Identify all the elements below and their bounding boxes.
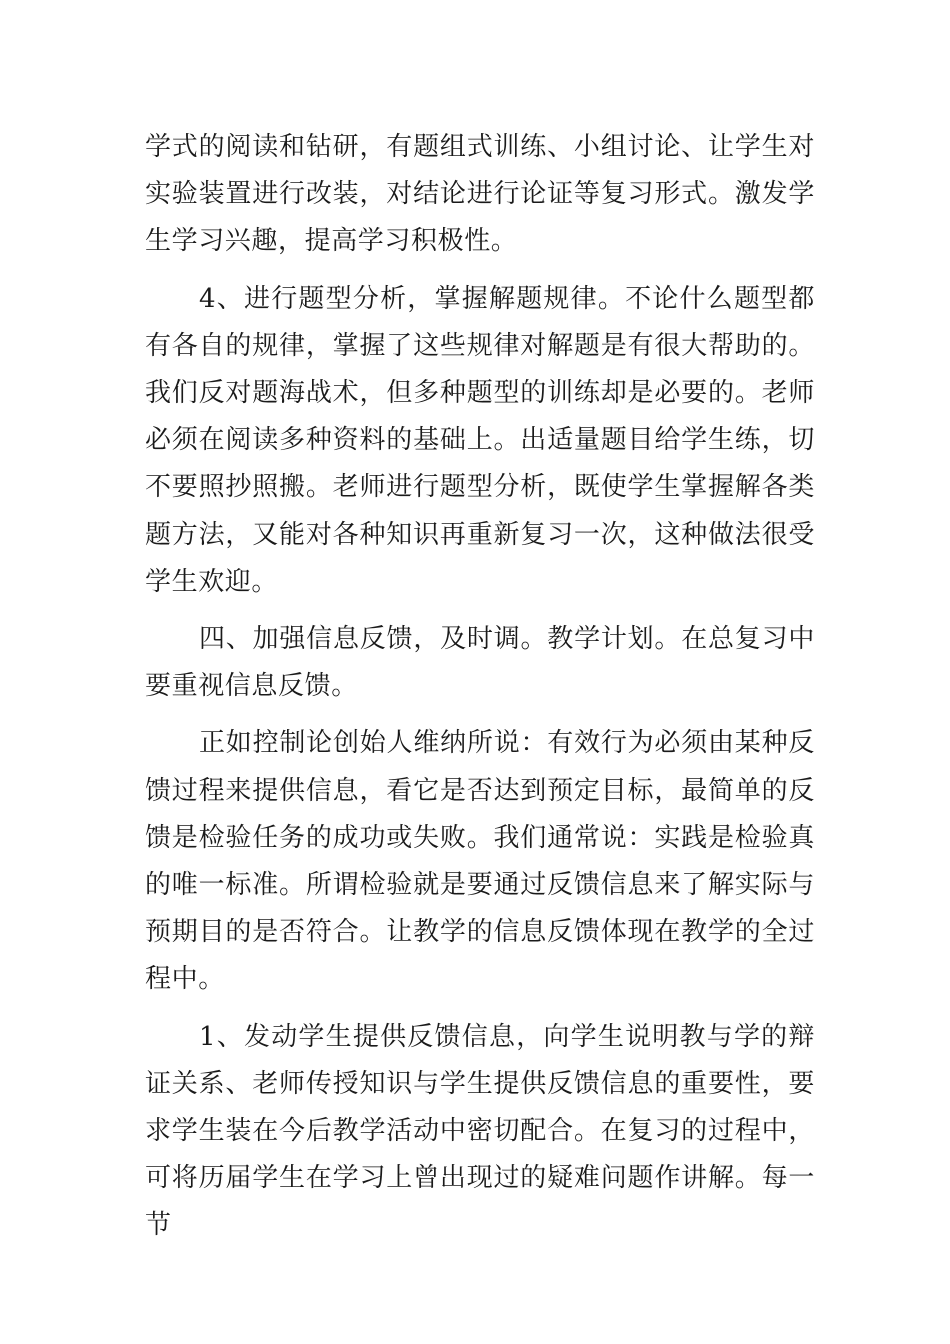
document-body bbox=[145, 124, 815, 1260]
paragraph-section-four-heading: 四、加强信息反馈，及时调。教学计划。在总复习中要重视信息反馈。 bbox=[145, 624, 815, 702]
paragraph-student-feedback: 1、发动学生提供反馈信息，向学生说明教与学的辩证关系、老师传授知识与学生提供反馈信息的重要性，要求学生装在今后教学活动中密切配合。在复习的过程中，可将历届学生在学习上曾出现过的疑难问题作讲解。每一节 bbox=[145, 1021, 815, 1241]
paragraph-question-analysis: 4、进行题型分析，掌握解题规律。不论什么题型都有各自的规律，掌握了这些规律对解题是有很大帮助的。我们反对题海战术，但多种题型的训练却是必要的。老师必须在阅读多种资料的基础上。出适量题目给学生练，切不要照抄照搬。老师进行题型分析，既使学生掌握解各类题方法，又能对各种知识再重新复习一次，这种做法很受学生欢迎。 bbox=[145, 283, 815, 597]
paragraph-wiener-quote: 正如控制论创始人维纳所说：有效行为必须由某种反馈过程来提供信息，看它是否达到预定目标，最简单的反馈是检验任务的成功或失败。我们通常说：实践是检验真的唯一标准。所谓检验就是要通过反馈信息来了解实际与预期目的是否符合。让教学的信息反馈体现在教学的全过程中。 bbox=[145, 728, 815, 995]
paragraph-continuation: 学式的阅读和钻研，有题组式训练、小组讨论、让学生对实验装置进行改装，对结论进行论证等复习形式。激发学生学习兴趣，提高学习积极性。 bbox=[145, 132, 815, 257]
